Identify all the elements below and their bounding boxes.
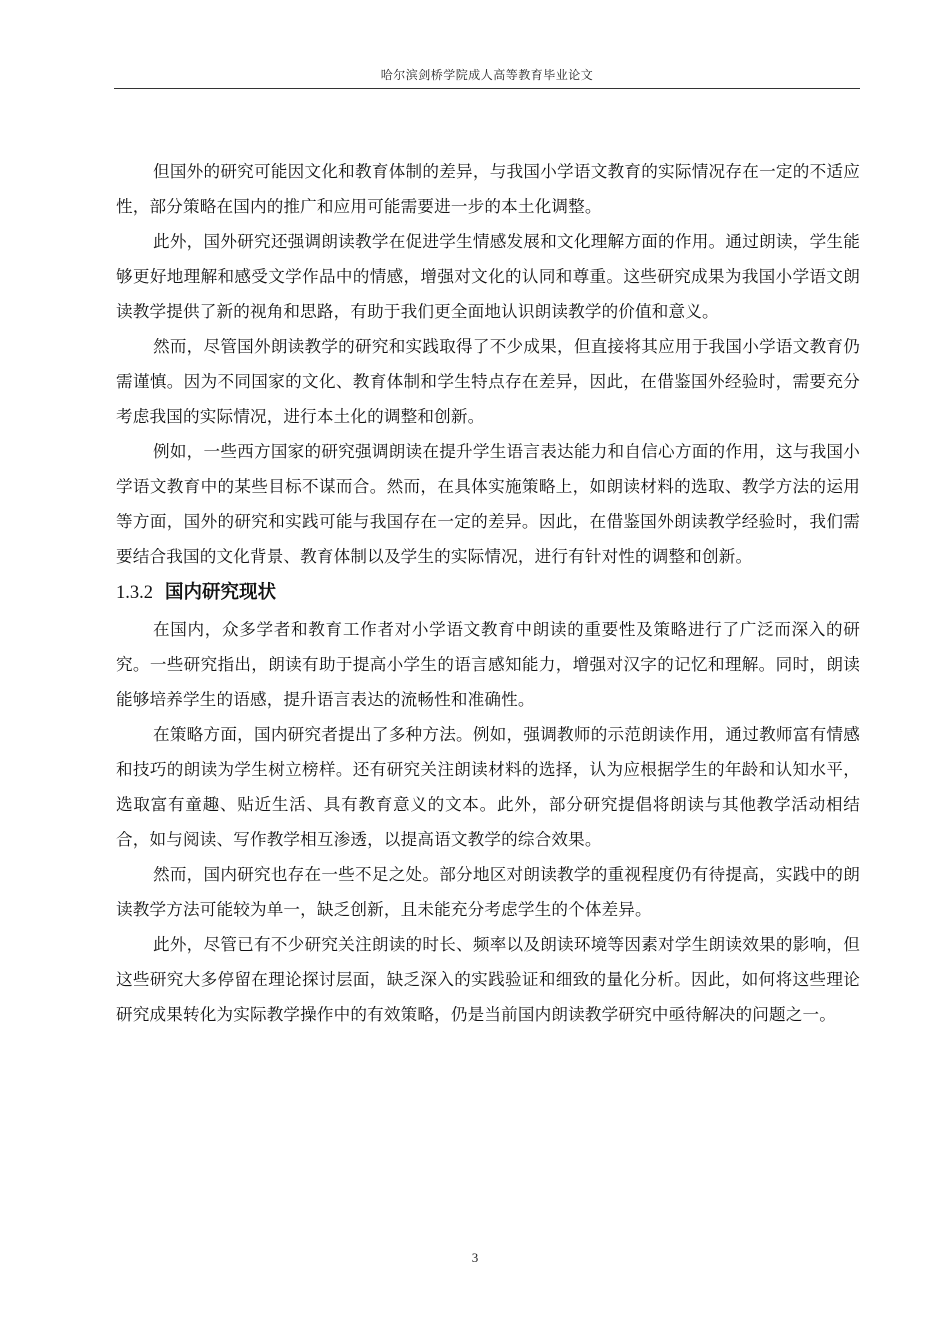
paragraph: 在国内，众多学者和教育工作者对小学语文教育中朗读的重要性及策略进行了广泛而深入的研究。一些研究指出，朗读有助于提高小学生的语言感知能力，增强对汉字的记忆和理解。同时，朗读能够培养学生的语感，提升语言表达的流畅性和准确性。 <box>116 620 860 709</box>
paragraph: 此外，国外研究还强调朗读教学在促进学生情感发展和文化理解方面的作用。通过朗读，学生能够更好地理解和感受文学作品中的情感，增强对文化的认同和尊重。这些研究成果为我国小学语文朗读教学提供了新的视角和思路，有助于我们更全面地认识朗读教学的价值和意义。 <box>116 232 860 321</box>
running-header: 哈尔滨剑桥学院成人高等教育毕业论文 <box>380 68 594 82</box>
paragraph: 在策略方面，国内研究者提出了多种方法。例如，强调教师的示范朗读作用，通过教师富有情感和技巧的朗读为学生树立榜样。还有研究关注朗读材料的选择，认为应根据学生的年龄和认知水平，选取富有童趣、贴近生活、具有教育意义的文本。此外，部分研究提倡将朗读与其他教学活动相结合，如与阅读、写作教学相互渗透，以提高语文教学的综合效果。 <box>116 725 860 849</box>
paragraph: 但国外的研究可能因文化和教育体制的差异，与我国小学语文教育的实际情况存在一定的不适应性，部分策略在国内的推广和应用可能需要进一步的本土化调整。 <box>116 162 860 216</box>
section-title: 国内研究现状 <box>165 582 277 603</box>
paragraph: 然而，尽管国外朗读教学的研究和实践取得了不少成果，但直接将其应用于我国小学语文教育仍需谨慎。因为不同国家的文化、教育体制和学生特点存在差异，因此，在借鉴国外经验时，需要充分考虑我国的实际情况，进行本土化的调整和创新。 <box>116 337 860 426</box>
paragraph: 例如，一些西方国家的研究强调朗读在提升学生语言表达能力和自信心方面的作用，这与我国小学语文教育中的某些目标不谋而合。然而，在具体实施策略上，如朗读材料的选取、教学方法的运用等方面，国外的研究和实践可能与我国存在一定的差异。因此，在借鉴国外朗读教学经验时，我们需要结合我国的文化背景、教育体制以及学生的实际情况，进行有针对性的调整和创新。 <box>116 442 860 566</box>
section-number: 1.3.2 <box>116 583 153 603</box>
paragraph: 然而，国内研究也存在一些不足之处。部分地区对朗读教学的重视程度仍有待提高，实践中的朗读教学方法可能较为单一，缺乏创新，且未能充分考虑学生的个体差异。 <box>116 865 860 919</box>
section-heading <box>116 574 860 612</box>
header-divider <box>114 88 860 89</box>
body-text <box>116 154 860 1032</box>
page-number: 3 <box>471 1250 479 1265</box>
paragraph: 此外，尽管已有不少研究关注朗读的时长、频率以及朗读环境等因素对学生朗读效果的影响，但这些研究大多停留在理论探讨层面，缺乏深入的实践验证和细致的量化分析。因此，如何将这些理论研究成果转化为实际教学操作中的有效策略，仍是当前国内朗读教学研究中亟待解决的问题之一。 <box>116 935 860 1024</box>
